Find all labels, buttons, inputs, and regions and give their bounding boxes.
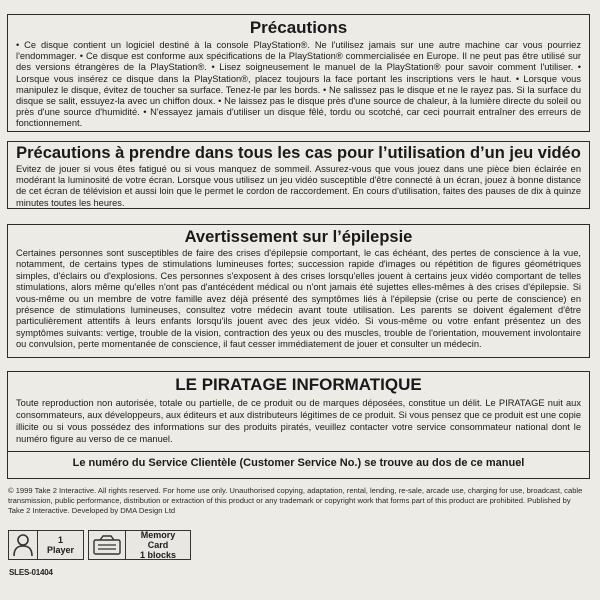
product-code: SLES-01404: [9, 568, 53, 577]
video-precautions-title: Précautions à prendre dans tous les cas pour l’utilisation d’un jeu vidéo: [16, 144, 581, 162]
precautions-body: • Ce disque contient un logiciel destiné à la console PlayStation®. Ne l'utilisez jamais sur une autre machine car vous pourriez l'endommager. • Ce disque est conforme aux spécifications de la PlayStation® commercialisée en Europe. Il ne peut pas être utilisé sur des versions étrangères de la PlayStation®. • Lisez soigneusement le manuel de la PlayStation® pour savoir comment l'utiliser. • Lorsque vous insérez ce disque dans la PlayStation®, placez toujours la face portant les inscriptions vers le haut. • Lorsque vous manipulez le disque, évitez de toucher sa surface. Tenez-le par les bords. • Ne salissez pas le disque et ne le rayez pas. Si la surface du disque se salit, essuyez-la avec un chiffon doux. • Ne laissez pas le disque près d'une source de chaleur, à la lumière directe du soleil ou près d'une source d'humidité. • N'essayez jamais d'utiliser un disque fêlé, tordu ou scotché, car ceci pourrait entraîner des erreurs de fonctionnement.: [16, 40, 581, 129]
video-precautions-body: Evitez de jouer si vous êtes fatigué ou si vous manquez de sommeil. Assurez-vous que vous jouez dans une pièce bien éclairée en modérant la luminosité de votre écran. Lorsque vous utilisez un jeu vidéo susceptible d'être connecté à un écran, jouez à bonne distance de cet écran de télévision et aussi loin que le permet le cordon de raccordement. En cours d'utilisation, faites des pauses de dix à quinze minutes toutes les heures.: [16, 164, 581, 208]
epilepsy-section: [7, 224, 590, 358]
customer-service-notice: Le numéro du Service Clientèle (Customer Service No.) se trouve au dos de ce manuel: [72, 457, 525, 469]
memory-card-text: [126, 530, 190, 560]
epilepsy-body: Certaines personnes sont susceptibles de faire des crises d'épilepsie comportant, le cas échéant, des pertes de conscience à la vue, notamment, de certains types de stimulations lumineuses fortes; succession rapide d'images ou répétition de figures géométriques simples, d'éclairs ou d'explosions. Ces personnes s'exposent à des crises lorsqu'elles jouent à certains jeux vidéo comportant de telles stimulations, alors même qu'elles n'ont pas d'antécédent médical ou n'ont jamais été sujettes elles-mêmes à des crises d'épilepsie. Si vous-même ou un membre de votre famille avez déjà présenté des symptômes liés à l'épilepsie (crise ou perte de conscience) en présence de stimulations lumineuses, consultez votre médecin avant toute utilisation. Les parents se doivent également d'être particulièrement attentifs à leurs enfants lorsqu'ils jouent avec des jeux vidéo. Si vous-même ou votre enfant présentez un des symptômes suivants: vertige, trouble de la vision, contraction des yeux ou des muscles, trouble de l'orientation, mouvement involontaire ou convulsion, perte momentanée de conscience, il faut cesser immédiatement de jouer et consulter un médecin.: [16, 248, 581, 350]
players-badge: [8, 530, 84, 560]
memory-card-blocks: 1 blocks: [139, 550, 177, 560]
memory-card-badge: [88, 530, 191, 560]
memory-card-icon: [89, 531, 126, 559]
players-text: [38, 535, 83, 555]
memory-card-label: Memory Card: [140, 530, 176, 550]
players-count: 1: [57, 535, 63, 545]
copyright-notice: © 1999 Take 2 Interactive. All rights reserved. For home use only. Unauthorised copying, adaptation, rental, lending, re-sale, arcade use, charging for use, broadcast, cable transmission, public performance, distribution or extraction of this product or any trademark or copyright work that forms part of this product are prohibited. Published by Take 2 Interactive. Developed by DMA Design Ltd: [8, 486, 583, 515]
precautions-title: Précautions: [249, 18, 348, 37]
epilepsy-title: Avertissement sur l’épilepsie: [184, 228, 413, 246]
piracy-section: [7, 371, 590, 452]
player-icon: [9, 531, 38, 559]
players-label: Player: [46, 545, 75, 555]
piracy-body: Toute reproduction non autorisée, totale ou partielle, de ce produit ou de marques déposées, constitue un délit. Le PIRATAGE nuit aux consommateurs, aux développeurs, aux éditeurs et aux distributeurs légitimes de ce produit. Si vous pensez que ce produit est une copie illicite ou si vous possédez des informations sur des produits piratés, veuillez contacter votre service consommateur national dont le numéro figure au verso de ce manuel.: [16, 398, 581, 444]
game-info-badges: [8, 530, 195, 560]
video-precautions-section: [7, 141, 590, 209]
precautions-section: [7, 14, 590, 132]
piracy-title: LE PIRATAGE INFORMATIQUE: [175, 375, 422, 394]
customer-service-section: [7, 452, 590, 479]
